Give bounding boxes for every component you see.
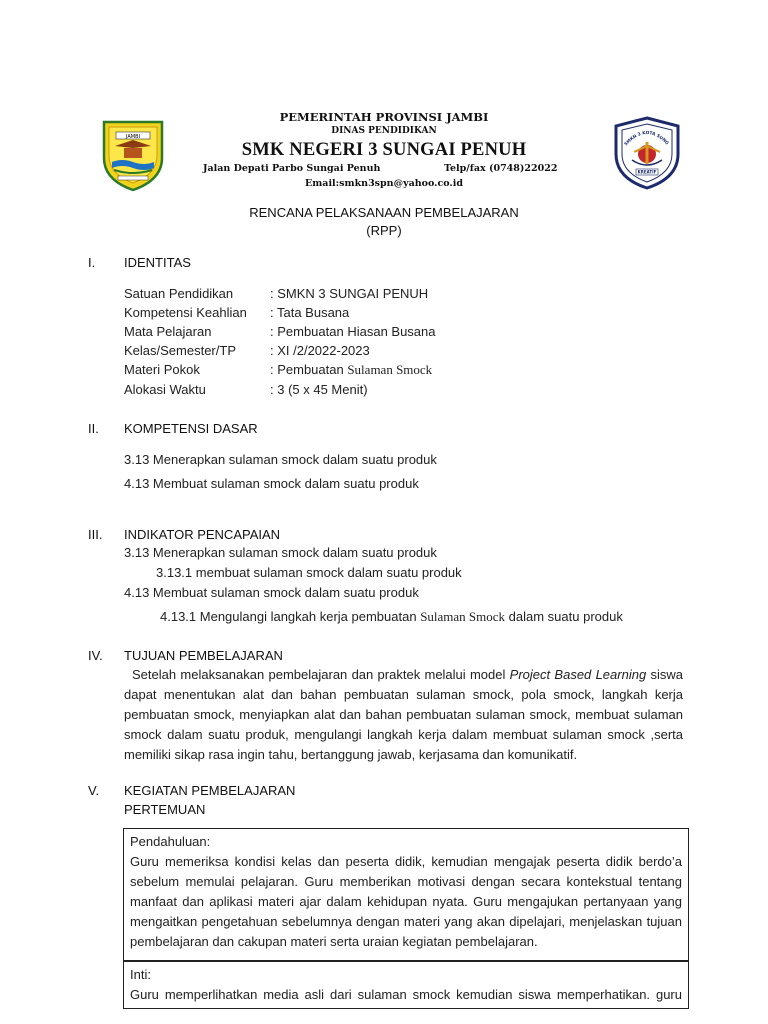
- letterhead-address: Jalan Depati Parbo Sungai Penuh: [203, 163, 381, 174]
- section-number-indikator: III.: [88, 527, 103, 542]
- identitas-value: [270, 362, 432, 378]
- indikator-subitem: 3.13.1 membuat sulaman smock dalam suatu produk: [156, 565, 462, 580]
- logo-right-label: SMKN 3 KOTA SUNG: [623, 130, 670, 148]
- indikator-last-suffix: dalam suatu produk: [505, 609, 623, 624]
- logo-right-motto: KREATIF: [637, 169, 657, 175]
- kompetensi-item: 4.13 Membuat sulaman smock dalam suatu produk: [124, 476, 419, 491]
- identitas-value: : Pembuatan Hiasan Busana: [270, 324, 436, 339]
- indikator-item: 3.13 Menerapkan sulaman smock dalam suatu produk: [124, 545, 437, 560]
- letterhead-school-name: SMK NEGERI 3 SUNGAI PENUH: [241, 140, 527, 160]
- identitas-value: : 3 (5 x 45 Menit): [270, 382, 368, 397]
- indikator-last-serif: Sulaman Smock: [420, 609, 506, 624]
- tujuan-text-after: siswa dapat menentukan alat dan bahan pembuatan sulaman smock, pola smock, langkah kerja pembuatan smock, menyiapkan alat dan bahan pembuatan sulaman smock, membuat sulaman smock dalam suatu produk, mengulangi langkah kerja dalam membuat sulaman smock ,serta memiliki sikap rasa ingin tahu, bertanggung jawab, kerjasama dan komunikatif.: [124, 667, 683, 762]
- section-subtitle-pertemuan: PERTEMUAN: [124, 802, 206, 817]
- document-title: RENCANA PELAKSANAAN PEMBELAJARAN: [249, 205, 519, 220]
- section-title-kompetensi: KOMPETENSI DASAR: [124, 421, 258, 436]
- tujuan-paragraph: [124, 665, 683, 765]
- section-title-identitas: IDENTITAS: [124, 255, 191, 270]
- identitas-value: : SMKN 3 SUNGAI PENUH: [270, 286, 429, 301]
- identitas-label: Kompetensi Keahlian: [124, 305, 247, 320]
- letterhead-email: Email:smkn3spn@yahoo.co.id: [305, 178, 463, 189]
- letterhead-government: PEMERINTAH PROVINSI JAMBI: [279, 110, 489, 124]
- section-number-identitas: I.: [88, 255, 96, 270]
- letterhead-phone: Telp/fax (0748)22022: [444, 163, 558, 174]
- pendahuluan-text: Guru memeriksa kondisi kelas dan peserta didik, kemudian mengajak peserta didik berdo’a sebelum memulai pelajaran. Guru memberikan motivasi dengan secara kontekstual tentang manfaat dan aplikasi materi ajar dalam kehidupan nyata. Guru mengajukan pertanyaan yang mengaitkan pengetahuan sebelumnya dengan materi yang akan dipelajari, menjelaskan tujuan pembelajaran dan cakupan materi serta uraian kegiatan pembelajaran.: [130, 854, 682, 949]
- identitas-label: Mata Pelajaran: [124, 324, 212, 339]
- letterhead-department: DINAS PENDIDIKAN: [331, 126, 437, 136]
- section-title-tujuan: TUJUAN PEMBELAJARAN: [124, 648, 283, 663]
- identitas-label: Alokasi Waktu: [124, 382, 206, 397]
- section-title-indikator: INDIKATOR PENCAPAIAN: [124, 527, 281, 542]
- inti-box: [123, 961, 689, 1009]
- identitas-value-prefix: : Pembuatan: [270, 362, 348, 377]
- identitas-label: Satuan Pendidikan: [124, 286, 234, 301]
- pendahuluan-label: Pendahuluan:: [130, 834, 211, 849]
- section-number-tujuan: IV.: [88, 648, 103, 663]
- section-title-kegiatan: KEGIATAN PEMBELAJARAN: [124, 783, 296, 798]
- identitas-value-serif: Sulaman Smock: [347, 362, 433, 377]
- indikator-item: 4.13 Membuat sulaman smock dalam suatu produk: [124, 585, 419, 600]
- indikator-subitem: [160, 609, 623, 625]
- kompetensi-item: 3.13 Menerapkan sulaman smock dalam suatu produk: [124, 452, 437, 467]
- inti-text: Guru memperlihatkan media asli dari sulaman smock kemudian siswa memperhatikan. guru: [130, 987, 682, 1002]
- identitas-label: Materi Pokok: [124, 362, 200, 377]
- identitas-value: : Tata Busana: [270, 305, 350, 320]
- tujuan-text-before: Setelah melaksanakan pembelajaran dan praktek melalui model: [132, 667, 510, 682]
- logo-left-label: JAMBI: [125, 134, 141, 140]
- tujuan-text-italic: Project Based Learning: [509, 667, 647, 682]
- inti-label: Inti:: [130, 967, 151, 982]
- pendahuluan-box: [123, 828, 689, 961]
- indikator-last-prefix: 4.13.1 Mengulangi langkah kerja pembuatan: [160, 609, 421, 624]
- section-number-kegiatan: V.: [88, 783, 100, 798]
- document-subtitle: (RPP): [366, 223, 402, 238]
- identitas-label: Kelas/Semester/TP: [124, 343, 236, 358]
- section-number-kompetensi: II.: [88, 421, 99, 436]
- identitas-value: : XI /2/2022-2023: [270, 343, 370, 358]
